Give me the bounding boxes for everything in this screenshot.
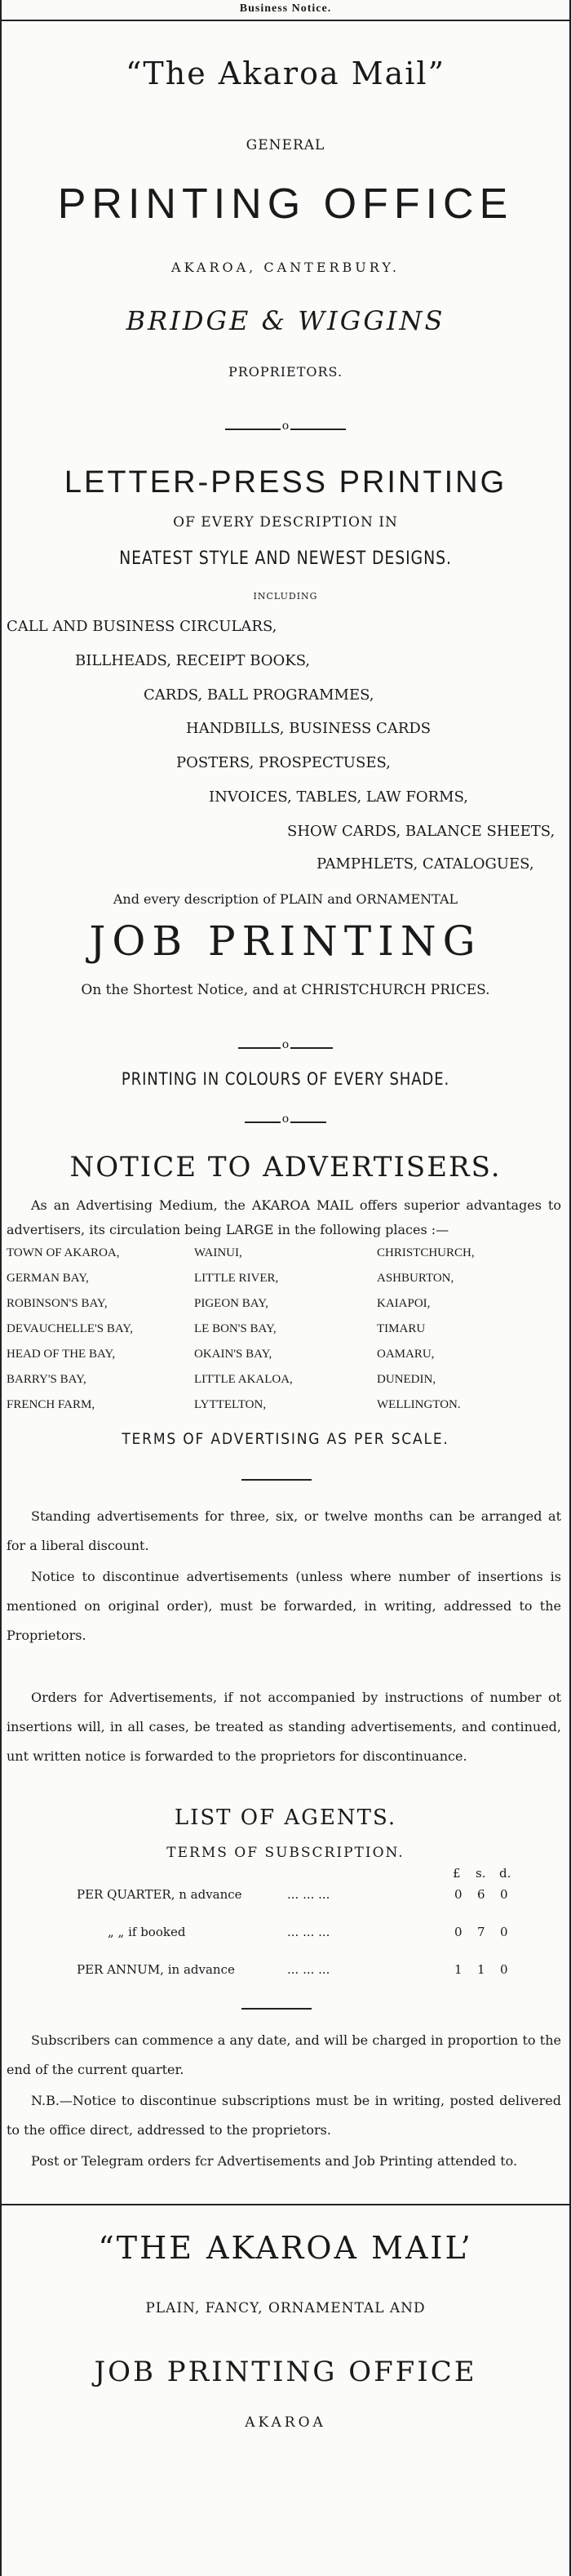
place-col1: HEAD OF THE BAY, <box>7 1348 116 1361</box>
notice-para-2: Notice to discontinue advertisements (unless where number of insertions is mentioned on original order), must be forwarded, in writing, addressed to the Proprietors. <box>7 1569 561 1643</box>
price-row-label: PER QUARTER, n advance <box>77 1887 242 1902</box>
header-title: Business Notice. <box>239 2 332 15</box>
ornament-1: o <box>281 420 290 433</box>
price-row-dots: ... ... ... <box>287 1887 330 1902</box>
price-pounds: 1 <box>454 1962 463 1977</box>
agents-para-2: N.B.—Notice to discontinue subscriptions must be in writing, posted delivered to the office direct, addressed to the proprietors. <box>7 2093 561 2138</box>
divider <box>241 1479 312 1481</box>
place-col1: GERMAN BAY, <box>7 1272 89 1285</box>
footer-masthead: “THE AKAROA MAIL’ <box>98 2230 473 2266</box>
notice-paragraph <box>7 1502 561 1561</box>
place-col3: WELLINGTON. <box>377 1398 461 1411</box>
neatest-style: NEATEST STYLE AND NEWEST DESIGNS. <box>119 549 452 569</box>
price-row-label: PER ANNUM, in advance <box>77 1962 235 1977</box>
agents-paragraph <box>7 2026 561 2085</box>
every-description: OF EVERY DESCRIPTION IN <box>173 514 398 531</box>
place-col3: KAIAPOI, <box>377 1297 431 1310</box>
place-col3: OAMARU, <box>377 1348 435 1361</box>
including-label: INCLUDING <box>253 591 318 602</box>
shortest-notice: On the Shortest Notice, and at CHRISTCHURCH PRICES. <box>81 982 490 998</box>
ornament-3: o <box>281 1113 290 1126</box>
place-col3: DUNEDIN, <box>377 1373 436 1386</box>
notice-intro-text: As an Advertising Medium, the AKAROA MAIL offers superior advantages to advertisers, its circulation being LARGE in the following places :— <box>7 1197 561 1237</box>
divider <box>241 2008 312 2010</box>
agents-paragraph <box>7 2086 561 2145</box>
agents-para-3: Post or Telegram orders fcr Advertisements and Job Printing attended to. <box>31 2153 518 2169</box>
price-row-dots: ... ... ... <box>287 1925 330 1939</box>
place-col2: LYTTELTON, <box>194 1398 267 1411</box>
place-col3: CHRISTCHURCH, <box>377 1246 475 1259</box>
service-item: HANDBILLS, BUSINESS CARDS <box>186 720 432 737</box>
agents-para-1: Subscribers can commence a any date, and will be charged in proportion to the end of the current quarter. <box>7 2032 561 2077</box>
place-col2: LITTLE AKALOA, <box>194 1373 293 1386</box>
place-col3: TIMARU <box>377 1322 426 1335</box>
footer-akaroa: AKAROA <box>245 2414 326 2431</box>
place-col2: WAINUI, <box>194 1246 242 1259</box>
service-item: BILLHEADS, RECEIPT BOOKS, <box>75 652 311 669</box>
service-item: CALL AND BUSINESS CIRCULARS, <box>7 618 277 635</box>
place-col3: ASHBURTON, <box>377 1272 454 1285</box>
footer-job-office: JOB PRINTING OFFICE <box>94 2356 477 2388</box>
left-border <box>0 0 2 2576</box>
place-col1: FRENCH FARM, <box>7 1398 95 1411</box>
price-pence: 0 <box>500 1962 508 1977</box>
service-item: CARDS, BALL PROGRAMMES, <box>144 686 374 704</box>
every-plain-line: And every description of PLAIN and ORNAMENTAL <box>113 891 458 907</box>
price-pounds: 0 <box>454 1887 463 1902</box>
price-pence: 0 <box>500 1887 508 1902</box>
place-col2: LITTLE RIVER, <box>194 1272 279 1285</box>
service-item: INVOICES, TABLES, LAW FORMS, <box>209 788 469 806</box>
price-pence: 0 <box>500 1925 508 1939</box>
service-item: PAMPHLETS, CATALOGUES, <box>316 855 534 873</box>
place-col2: LE BON'S BAY, <box>194 1322 277 1335</box>
notice-para-1: Standing advertisements for three, six, or twelve months can be arranged at for a liberal discount. <box>7 1508 561 1553</box>
notice-intro <box>7 1193 561 1242</box>
footer-rule <box>0 2204 571 2205</box>
place-col1: DEVAUCHELLE'S BAY, <box>7 1322 133 1335</box>
price-shillings: 1 <box>477 1962 485 1977</box>
terms-line: TERMS OF ADVERTISING AS PER SCALE. <box>122 1430 449 1448</box>
price-pounds: 0 <box>454 1925 463 1939</box>
notice-heading: NOTICE TO ADVERTISERS. <box>69 1151 502 1184</box>
place-col2: PIGEON BAY, <box>194 1297 268 1310</box>
location-line: AKAROA, CANTERBURY. <box>171 260 400 275</box>
place-col1: TOWN OF AKAROA, <box>7 1246 120 1259</box>
agents-heading: LIST OF AGENTS. <box>174 1805 397 1830</box>
notice-paragraph <box>7 1562 561 1650</box>
masthead: “The Akaroa Mail” <box>125 56 445 91</box>
firm-name: BRIDGE & WIGGINS <box>126 305 445 336</box>
notice-paragraph <box>7 1683 561 1771</box>
service-item: POSTERS, PROSPECTUSES, <box>176 754 391 771</box>
place-col2: OKAIN'S BAY, <box>194 1348 272 1361</box>
job-printing-heading: JOB PRINTING <box>89 917 482 965</box>
price-shillings: 7 <box>477 1925 485 1939</box>
price-shillings: 6 <box>477 1887 485 1902</box>
price-row-label: „ „ if booked <box>108 1925 186 1939</box>
place-col1: ROBINSON'S BAY, <box>7 1297 108 1310</box>
general-label: GENERAL <box>246 137 325 153</box>
letterpress-heading: LETTER-PRESS PRINTING <box>64 465 507 500</box>
footer-plain-fancy: PLAIN, FANCY, ORNAMENTAL AND <box>145 2300 426 2316</box>
service-item: SHOW CARDS, BALANCE SHEETS, <box>287 823 556 840</box>
ornament-2: o <box>281 1038 290 1051</box>
col-head-pence: d. <box>499 1866 511 1881</box>
colours-line: PRINTING IN COLOURS OF EVERY SHADE. <box>121 1069 450 1089</box>
price-row-dots: ... ... ... <box>287 1962 330 1977</box>
subscription-heading: TERMS OF SUBSCRIPTION. <box>166 1845 405 1861</box>
agents-paragraph <box>7 2147 561 2176</box>
printing-office-title: PRINTING OFFICE <box>57 180 514 228</box>
notice-para-3: Orders for Advertisements, if not accompanied by instructions of number ot insertions will, in all cases, be treated as standing advertisements, and continued, unt written notice is forwarded to the proprietors for discontinuance. <box>7 1690 561 1764</box>
proprietors-label: PROPRIETORS. <box>228 364 343 380</box>
place-col1: BARRY'S BAY, <box>7 1373 86 1386</box>
col-head-pounds: £ <box>453 1866 461 1881</box>
col-head-shillings: s. <box>476 1866 486 1881</box>
